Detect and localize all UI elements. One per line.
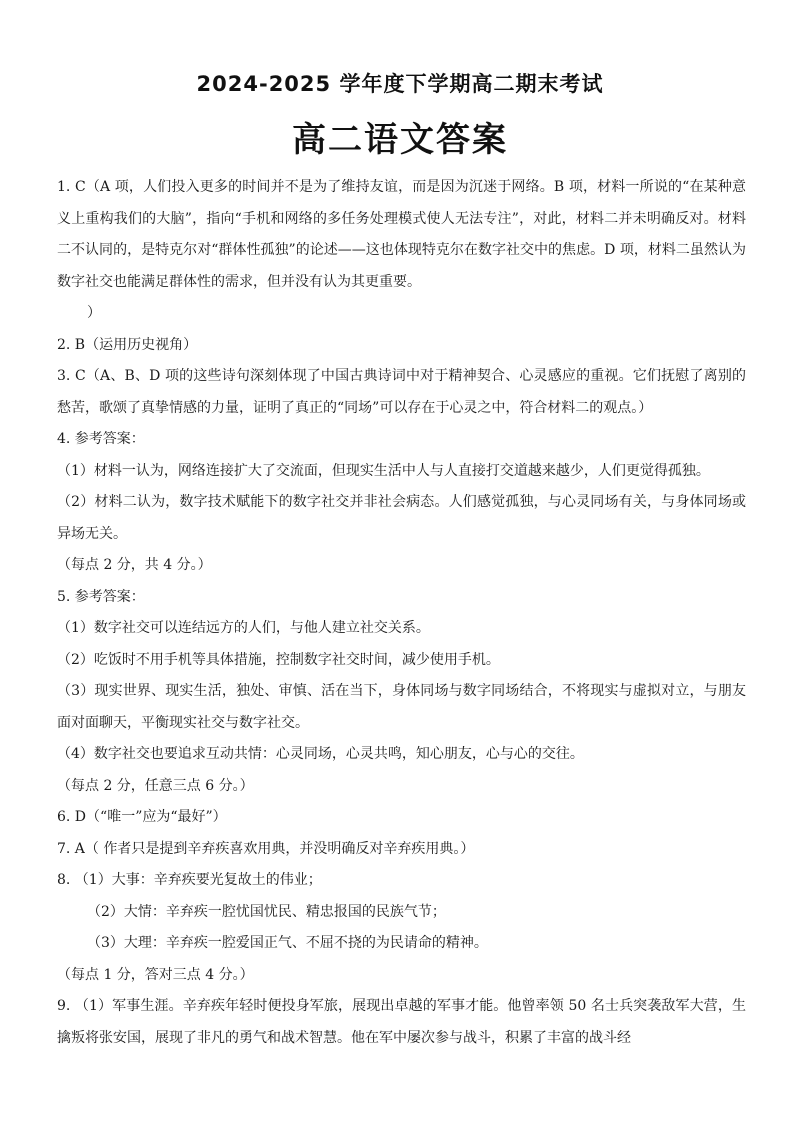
answer-8-point-2: （2）大情：辛弃疾一腔忧国忧民、精忠报国的民族气节； <box>87 903 446 920</box>
answer-2: 2. B（运用历史视角） <box>57 336 198 353</box>
answer-3: 3. C（A、B、D 项的这些诗句深刻体现了中国古典诗词中对于精神契合、心灵感应的重视。它们抚慰了离别的愁苦，歌颂了真挚情感的力量，证明了真正的“同场”可以存在于心灵之中，符合材料二的观点。） <box>57 368 746 416</box>
answer-5-point-3: （3）现实世界、现实生活，独处、审慎、活在当下，身体同场与数字同场结合，不将现实与虚拟对立，与朋友面对面聊天，平衡现实社交与数字社交。 <box>57 683 746 731</box>
answer-list <box>57 172 746 1054</box>
answer-5-heading: 5. 参考答案： <box>57 588 145 605</box>
answer-1: 1. C（A 项，人们投入更多的时间并不是为了维持友谊，而是因为沉迷于网络。B 项，材料一所说的“在某种意义上重构我们的大脑”，指向“手机和网络的多任务处理模式使人无法专注”，对此，材料二并未明确反对。材料二不认同的，是特克尔对“群体性孤独”的论述——这也体现特克尔在数字社交中的焦虑。D 项，材料二虽然认为数字社交也能满足群体性的需求，但并没有认为其更重要。 <box>57 179 746 290</box>
answer-7: 7. A（ 作者只是提到辛弃疾喜欢用典，并没明确反对辛弃疾用典。） <box>57 840 475 857</box>
answer-4-point-1: （1）材料一认为，网络连接扩大了交流面，但现实生活中人与人直接打交道越来越少，人们更觉得孤独。 <box>57 462 710 479</box>
answer-8-point-1: 8. （1）大事：辛弃疾要光复故土的伟业； <box>57 872 322 888</box>
answer-4-point-2: （2）材料二认为，数字技术赋能下的数字社交并非社会病态。人们感觉孤独，与心灵同场有关，与身体同场或异场无关。 <box>57 494 746 542</box>
answer-8-point-3: （3）大理：辛弃疾一腔爱国正气、不屈不挠的为民请命的精神。 <box>87 935 488 951</box>
answer-1-close: ） <box>87 305 101 321</box>
answer-4-heading: 4. 参考答案： <box>57 431 145 447</box>
document-title: 高二语文答案 <box>292 120 508 160</box>
answer-6: 6. D（“唯一”应为“最好”） <box>57 809 227 825</box>
exam-title: 2024-2025 学年度下学期高二期末考试 <box>196 72 604 96</box>
answer-5-scoring: （每点 2 分，任意三点 6 分。） <box>57 777 254 794</box>
answer-4-scoring: （每点 2 分，共 4 分。） <box>57 557 212 573</box>
answer-5-point-2: （2）吃饭时不用手机等具体措施，控制数字社交时间，减少使用手机。 <box>57 651 500 668</box>
answer-9: 9. （1）军事生涯。辛弃疾年轻时便投身军旅，展现出卓越的军事才能。他曾率领 50 名士兵突袭敌军大营，生擒叛将张安国，展现了非凡的勇气和战术智慧。他在军中屡次参与战斗，积累了丰富的战斗经 <box>57 998 746 1046</box>
answer-8-scoring: （每点 1 分，答对三点 4 分。） <box>57 966 254 983</box>
answer-5-point-4: （4）数字社交也要追求互动共情：心灵同场，心灵共鸣，知心朋友，心与心的交往。 <box>57 746 584 762</box>
answer-5-point-1: （1）数字社交可以连结远方的人们，与他人建立社交关系。 <box>57 620 430 636</box>
